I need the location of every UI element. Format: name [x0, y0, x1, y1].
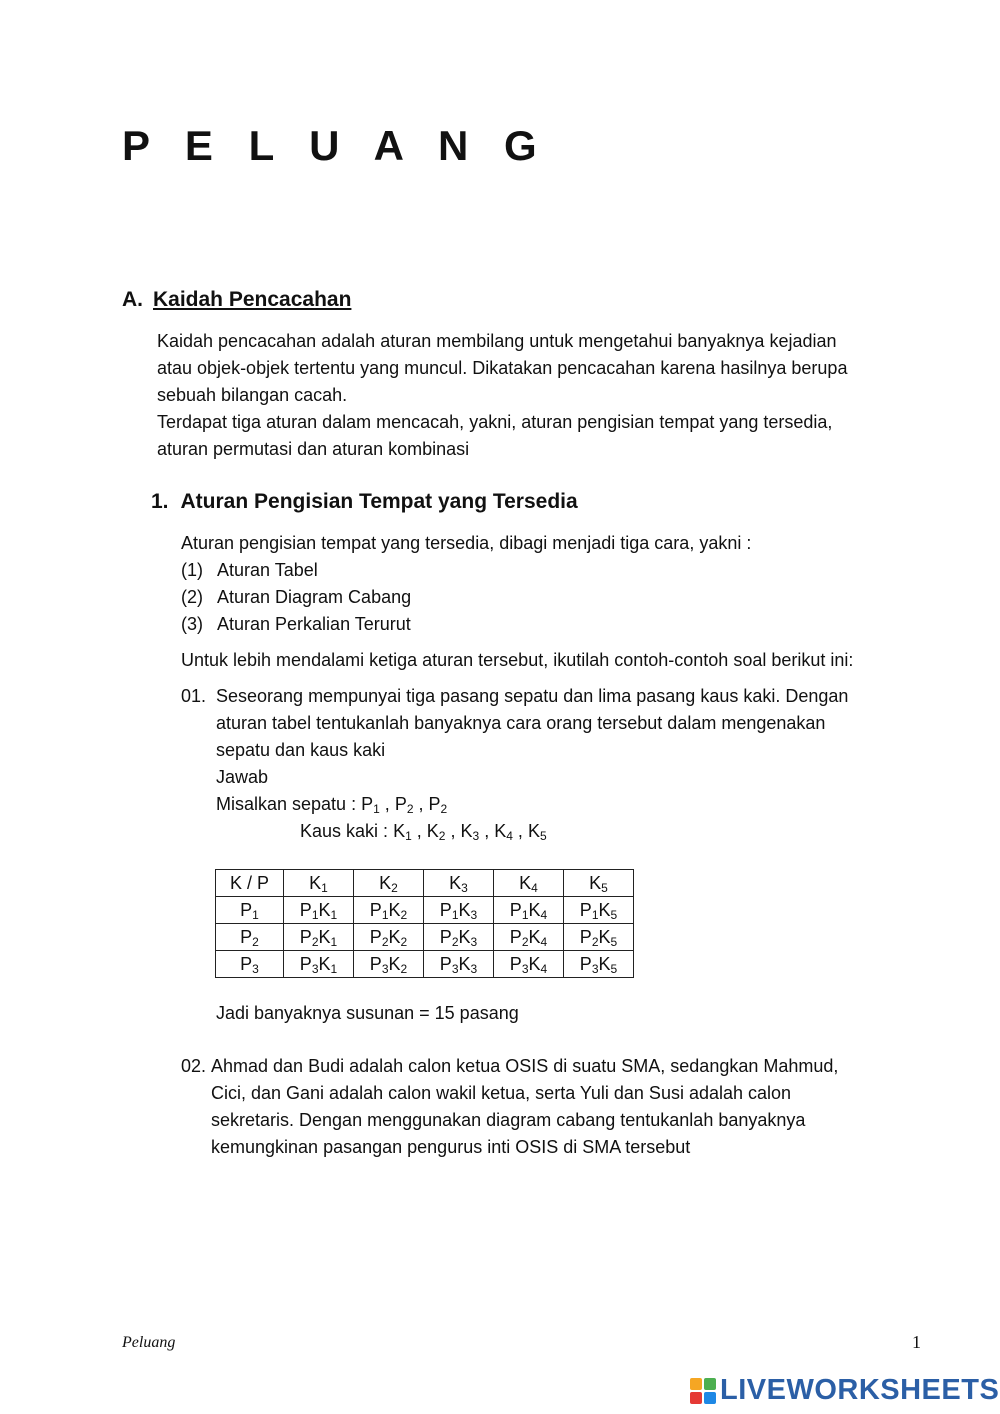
question-1-line: sepatu dan kaus kaki: [216, 740, 386, 760]
question-2-line: sekretaris. Dengan menggunakan diagram cabang tentukanlah banyaknya: [211, 1110, 806, 1130]
answer-label: Jawab: [216, 767, 269, 787]
table-header-cell: $K_1$: [284, 870, 354, 897]
table-cell: $P_2K_4$: [494, 924, 564, 951]
table-row-header: $P_1$: [216, 897, 284, 924]
list-item-number: (3): [181, 614, 203, 634]
sock-symbol: $K_4$: [494, 821, 513, 843]
logo-square: [704, 1392, 716, 1404]
table-row: [216, 924, 634, 951]
table-cell: $P_3K_1$: [284, 951, 354, 978]
question-2-line: Ahmad dan Budi adalah calon ketua OSIS di suatu SMA, sedangkan Mahmud,: [211, 1056, 839, 1076]
subsection-1-title: Aturan Pengisian Tempat yang Tersedia: [180, 490, 578, 513]
table-cell: $P_2K_5$: [564, 924, 634, 951]
list-item-number: (2): [181, 587, 203, 607]
logo-square: [704, 1378, 716, 1390]
brand-wordmark: LIVEWORKSHEETS: [720, 1374, 1000, 1406]
intro-line: Terdapat tiga aturan dalam mencacah, yakni, aturan pengisian tempat yang tersedia,: [157, 412, 833, 432]
socks-definition: Kaus kaki : $K_1$ , $K_2$ , $K_3$ , $K_4$ , $K_5$: [300, 821, 547, 843]
subsection-1-heading: [151, 490, 578, 514]
sock-symbol: $K_5$: [527, 821, 547, 843]
table-cell: $P_3K_2$: [354, 951, 424, 978]
table-cell: $P_1K_3$: [424, 897, 494, 924]
list-item-label: Aturan Perkalian Terurut: [217, 614, 411, 634]
intro-paragraph: [157, 328, 947, 463]
shoe-symbol: $P_2$: [428, 794, 448, 816]
list-item: [181, 557, 751, 584]
question-2-line: Cici, dan Gani adalah calon wakil ketua, serta Yuli dan Susi adalah calon: [211, 1083, 792, 1103]
question-1-line: Seseorang mempunyai tiga pasang sepatu dan lima pasang kaus kaki. Dengan: [216, 686, 849, 706]
table-header-row: [216, 870, 634, 897]
intro-line: aturan permutasi dan aturan kombinasi: [157, 439, 470, 459]
shoes-label: Misalkan sepatu :: [216, 794, 357, 814]
shoe-symbol: $P_2$: [394, 794, 414, 816]
page-title: P E L U A N G: [122, 122, 549, 169]
list-item: [181, 611, 751, 638]
sock-symbol: $K_3$: [460, 821, 480, 843]
shoe-symbol: $P_1$: [361, 794, 380, 816]
table-cell: $P_3K_4$: [494, 951, 564, 978]
examples-intro: Untuk lebih mendalami ketiga aturan tersebut, ikutilah contoh-contoh soal berikut ini:: [181, 650, 854, 670]
question-2: [181, 1053, 941, 1161]
table-cell: $P_3K_3$: [424, 951, 494, 978]
table-row: [216, 897, 634, 924]
table-cell: $P_2K_2$: [354, 924, 424, 951]
table-corner-cell: K / P: [216, 870, 284, 897]
logo-square: [690, 1392, 702, 1404]
section-a-heading: [122, 288, 351, 312]
intro-line: atau objek-objek tertentu yang muncul. Dikatakan pencacahan karena hasilnya berupa: [157, 358, 848, 378]
table-cell: $P_1K_4$: [494, 897, 564, 924]
question-1-number: 01.: [181, 686, 207, 706]
question-2-line: kemungkinan pasangan pengurus inti OSIS di SMA tersebut: [211, 1137, 691, 1157]
shoes-definition: Misalkan sepatu : $P_1$ , $P_2$ , $P_2$: [216, 794, 448, 816]
page-number: 1: [912, 1332, 921, 1352]
logo-square: [690, 1378, 702, 1390]
table-row-header: $P_2$: [216, 924, 284, 951]
intro-line: Kaidah pencacahan adalah aturan membilang untuk mengetahui banyaknya kejadian: [157, 331, 837, 351]
table-cell: $P_2K_1$: [284, 924, 354, 951]
footer-title: Peluang: [122, 1334, 176, 1351]
table-header-cell: $K_3$: [424, 870, 494, 897]
list-item-label: Aturan Diagram Cabang: [217, 587, 412, 607]
list-item: [181, 584, 751, 611]
question-1-body: [216, 683, 941, 845]
intro-line: sebuah bilangan cacah.: [157, 385, 348, 405]
list-item-number: (1): [181, 560, 203, 580]
table-cell: $P_1K_1$: [284, 897, 354, 924]
table-header-cell: $K_2$: [354, 870, 424, 897]
section-a-title: Kaidah Pencacahan: [153, 288, 352, 311]
brand-grid-icon: [690, 1378, 716, 1404]
brand-logo: [690, 1374, 999, 1407]
table-cell: $P_1K_2$: [354, 897, 424, 924]
table-cell: $P_3K_5$: [564, 951, 634, 978]
table-row-header: $P_3$: [216, 951, 284, 978]
question-2-number: 02.: [181, 1056, 207, 1076]
socks-label: Kaus kaki :: [300, 821, 389, 841]
subsection-1-number: 1.: [151, 490, 169, 513]
table-row: [216, 951, 634, 978]
question-1: [181, 683, 941, 845]
pairing-table: [215, 869, 634, 978]
methods-list: [181, 530, 751, 638]
question-1-line: aturan tabel tentukanlah banyaknya cara orang tersebut dalam mengenakan: [216, 713, 826, 733]
list-item-label: Aturan Tabel: [217, 560, 318, 580]
sock-symbol: $K_2$: [426, 821, 446, 843]
section-a-letter: A.: [122, 288, 143, 311]
table-header-cell: $K_4$: [494, 870, 564, 897]
answer-conclusion: Jadi banyaknya susunan = 15 pasang: [216, 1003, 519, 1023]
table-cell: $P_2K_3$: [424, 924, 494, 951]
table-cell: $P_1K_5$: [564, 897, 634, 924]
question-2-body: [211, 1053, 941, 1161]
sock-symbol: $K_1$: [393, 821, 412, 843]
table-header-cell: $K_5$: [564, 870, 634, 897]
methods-lead: Aturan pengisian tempat yang tersedia, dibagi menjadi tiga cara, yakni :: [181, 533, 752, 553]
